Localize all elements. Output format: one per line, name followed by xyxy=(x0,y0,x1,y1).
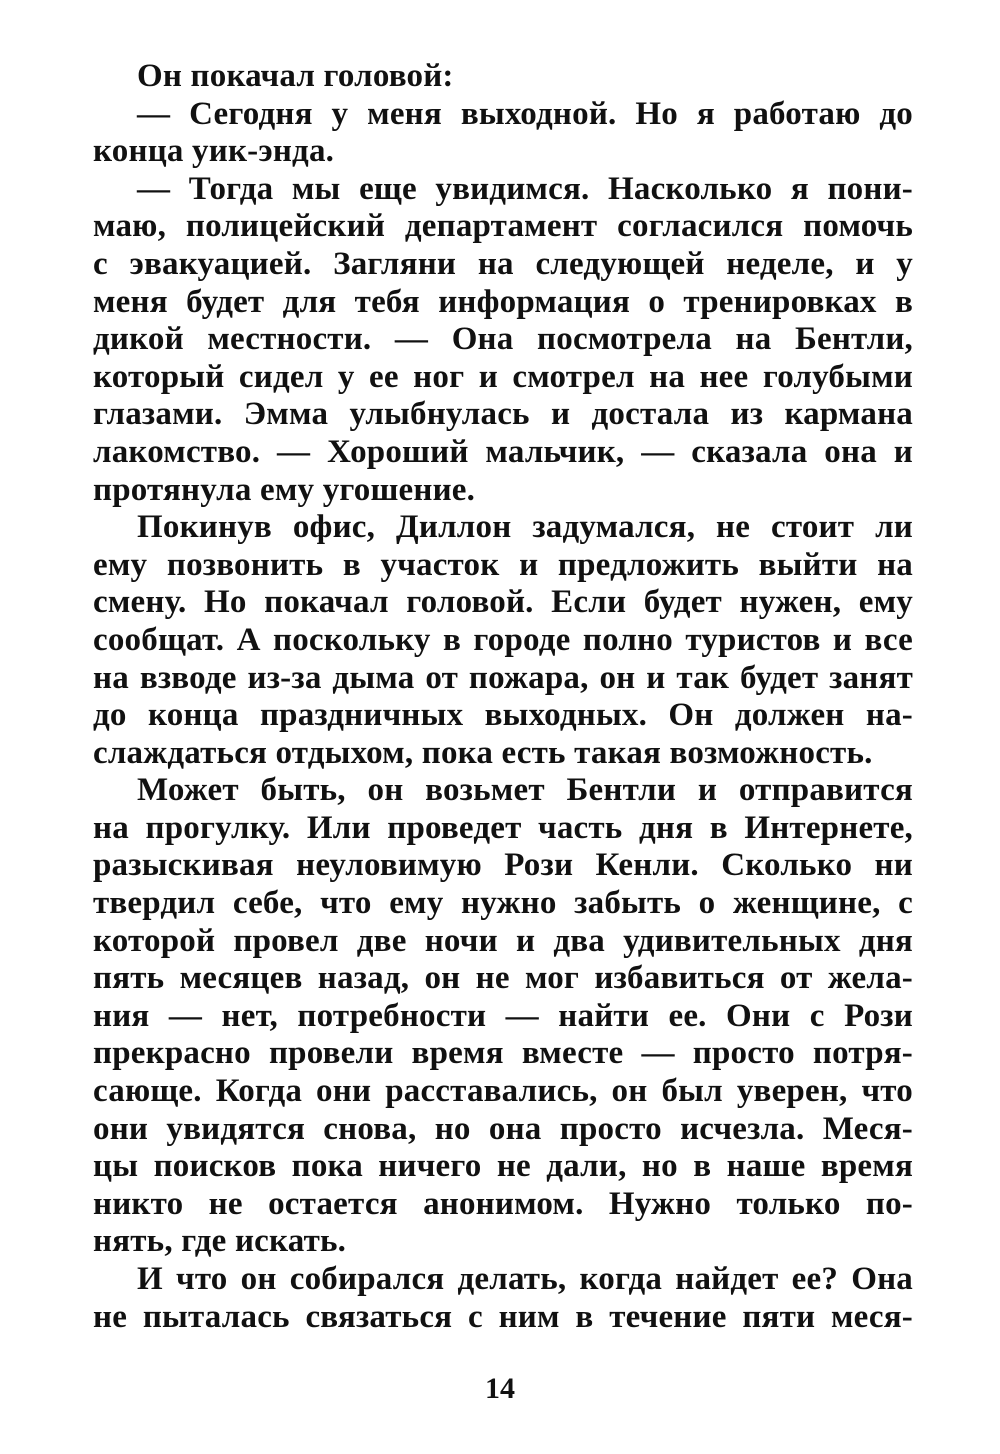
text-line: пять месяцев назад, он не мог избавиться от жела- xyxy=(93,960,913,997)
text-line: прекрасно провели время вместе — просто потря- xyxy=(93,1035,913,1072)
text-line: который сидел у ее ног и смотрел на нее голубыми xyxy=(93,358,913,395)
text-line: на прогулку. Или проведет часть дня в Интернете, xyxy=(93,809,913,846)
page-number: 14 xyxy=(485,1372,515,1405)
text-line: не пыталась связаться с ним в течение пяти меся- xyxy=(93,1298,913,1335)
text-line: конца уик-энда. xyxy=(93,133,335,170)
text-line: ему позвонить в участок и предложить выйти на xyxy=(93,546,913,583)
text-line: нять, где искать. xyxy=(93,1223,347,1260)
text-line: которой провел две ночи и два удивительных дня xyxy=(93,922,913,959)
text-line: протянула ему угошение. xyxy=(93,471,476,508)
text-line: твердил себе, что ему нужно забыть о женщине, с xyxy=(93,885,913,922)
text-line: цы поисков пока ничего не дали, но в наше время xyxy=(93,1148,913,1185)
page-body xyxy=(93,58,913,1336)
text-line: глазами. Эмма улыбнулась и достала из кармана xyxy=(93,396,913,433)
text-line: маю, полицейский департамент согласился помочь xyxy=(93,208,913,245)
text-line: никто не остается анонимом. Нужно только по- xyxy=(93,1185,913,1222)
text-line: лакомство. — Хороший мальчик, — сказала она и xyxy=(93,433,913,470)
text-line: сающе. Когда они расставались, он был уверен, что xyxy=(93,1073,913,1110)
text-line: смену. Но покачал головой. Если будет нужен, ему xyxy=(93,584,913,621)
text-line: Он покачал головой: xyxy=(137,58,454,94)
text-line: И что он собирался делать, когда найдет ее? Она xyxy=(137,1261,913,1297)
text-line: — Сегодня у меня выходной. Но я работаю до xyxy=(137,95,913,132)
text-line: сообщат. А поскольку в городе полно туристов и все xyxy=(93,621,913,658)
text-line: слаждаться отдыхом, пока есть такая возможность. xyxy=(93,734,873,771)
text-line: с эвакуацией. Загляни на следующей неделе, и у xyxy=(93,245,913,282)
text-line: до конца праздничных выходных. Он должен на- xyxy=(93,697,913,734)
text-line: на взводе из-за дыма от пожара, он и так будет занят xyxy=(93,659,913,696)
text-line: меня будет для тебя информация о тренировках в xyxy=(93,283,913,320)
text-line: Может быть, он возьмет Бентли и отправится xyxy=(137,772,913,809)
text-line: дикой местности. — Она посмотрела на Бентли, xyxy=(93,321,913,358)
text-line: разыскивая неуловимую Рози Кенли. Сколько ни xyxy=(93,847,913,884)
text-line: — Тогда мы еще увидимся. Насколько я пони- xyxy=(137,170,913,207)
text-line: Покинув офис, Диллон задумался, не стоит ли xyxy=(137,509,913,546)
text-line: они увидятся снова, но она просто исчезла. Меся- xyxy=(93,1110,913,1147)
text-line: ния — нет, потребности — найти ее. Они с Рози xyxy=(93,997,913,1034)
